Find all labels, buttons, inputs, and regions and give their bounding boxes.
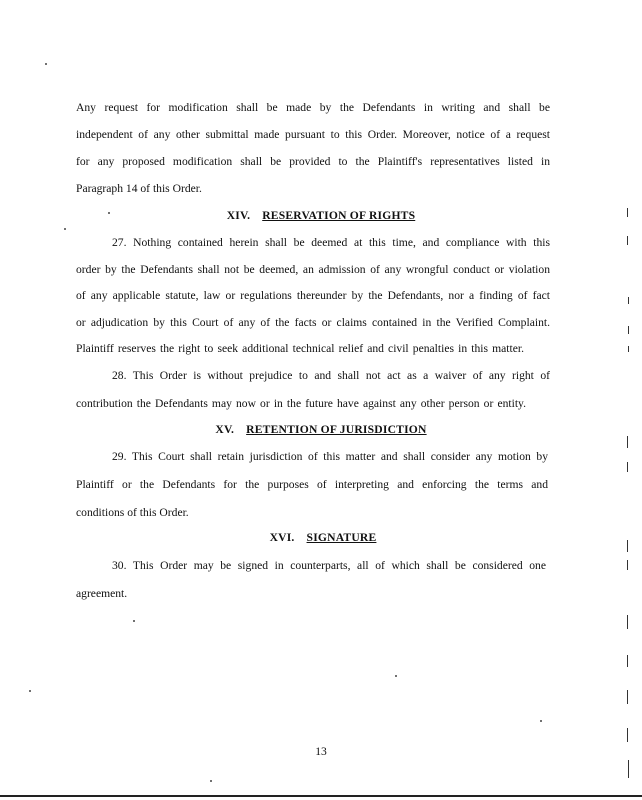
section-title: RESERVATION OF RIGHTS	[262, 209, 416, 222]
p27-line-2: order by the Defendants shall not be deemed, an admission of any wrongful conduct or violation	[76, 263, 550, 276]
p30-line-1: 30. This Order may be signed in counterparts, all of which shall be considered one	[112, 559, 546, 572]
intro-line-3: for any proposed modification shall be provided to the Plaintiff's representatives listed in	[76, 155, 550, 168]
margin-tick	[628, 760, 629, 778]
section-title: SIGNATURE	[306, 531, 377, 544]
section-number: XV.	[215, 423, 235, 436]
scan-speck	[64, 228, 66, 230]
p27-line-4: or adjudication by this Court of any of the facts or claims contained in the Verified Complaint.	[76, 316, 550, 329]
p29-line-2: Plaintiff or the Defendants for the purposes of interpreting and enforcing the terms and	[76, 478, 548, 491]
scan-speck	[29, 690, 31, 692]
margin-tick	[627, 560, 628, 570]
p28-line-2: contribution the Defendants may now or in the future have against any other person or entity.	[76, 397, 526, 410]
intro-line-2: independent of any other submittal made pursuant to this Order. Moreover, notice of a request	[76, 128, 550, 141]
p27-line-3: of any applicable statute, law or regulations thereunder by the Defendants, nor a finding of fact	[76, 289, 550, 302]
section-number: XIV.	[226, 209, 251, 222]
section-heading-xv	[0, 423, 642, 436]
p28-line-1: 28. This Order is without prejudice to and shall not act as a waiver of any right of	[112, 369, 550, 382]
p29-line-1: 29. This Court shall retain jurisdiction of this matter and shall consider any motion by	[112, 450, 548, 463]
margin-tick	[627, 615, 628, 629]
margin-tick	[627, 236, 628, 245]
p27-line-5: Plaintiff reserves the right to seek additional technical relief and civil penalties in this matter.	[76, 342, 524, 355]
section-title: RETENTION OF JURISDICTION	[246, 423, 427, 436]
intro-line-4: Paragraph 14 of this Order.	[76, 182, 202, 195]
margin-tick	[627, 540, 628, 552]
p27-line-1: 27. Nothing contained herein shall be deemed at this time, and compliance with this	[112, 236, 550, 249]
margin-tick	[627, 690, 628, 704]
margin-tick	[627, 208, 628, 217]
section-number: XVI.	[269, 531, 295, 544]
margin-tick	[627, 728, 628, 742]
scan-speck	[133, 620, 135, 622]
margin-tick	[627, 436, 628, 448]
scan-speck	[45, 63, 47, 65]
margin-tick	[628, 346, 629, 352]
p29-line-3: conditions of this Order.	[76, 506, 189, 519]
p30-line-2: agreement.	[76, 587, 128, 600]
intro-line-1: Any request for modification shall be made by the Defendants in writing and shall be	[76, 101, 550, 114]
scan-speck	[395, 675, 397, 677]
margin-tick	[628, 326, 629, 334]
section-heading-xvi	[2, 531, 642, 544]
scan-bottom-edge	[0, 795, 642, 797]
section-heading-xiv	[0, 209, 642, 222]
margin-tick	[628, 297, 629, 304]
page-number: 13	[315, 745, 327, 758]
scan-speck	[210, 780, 212, 782]
scan-speck	[540, 720, 542, 722]
scan-speck	[108, 212, 110, 214]
margin-tick	[627, 655, 628, 667]
margin-tick	[627, 462, 628, 472]
